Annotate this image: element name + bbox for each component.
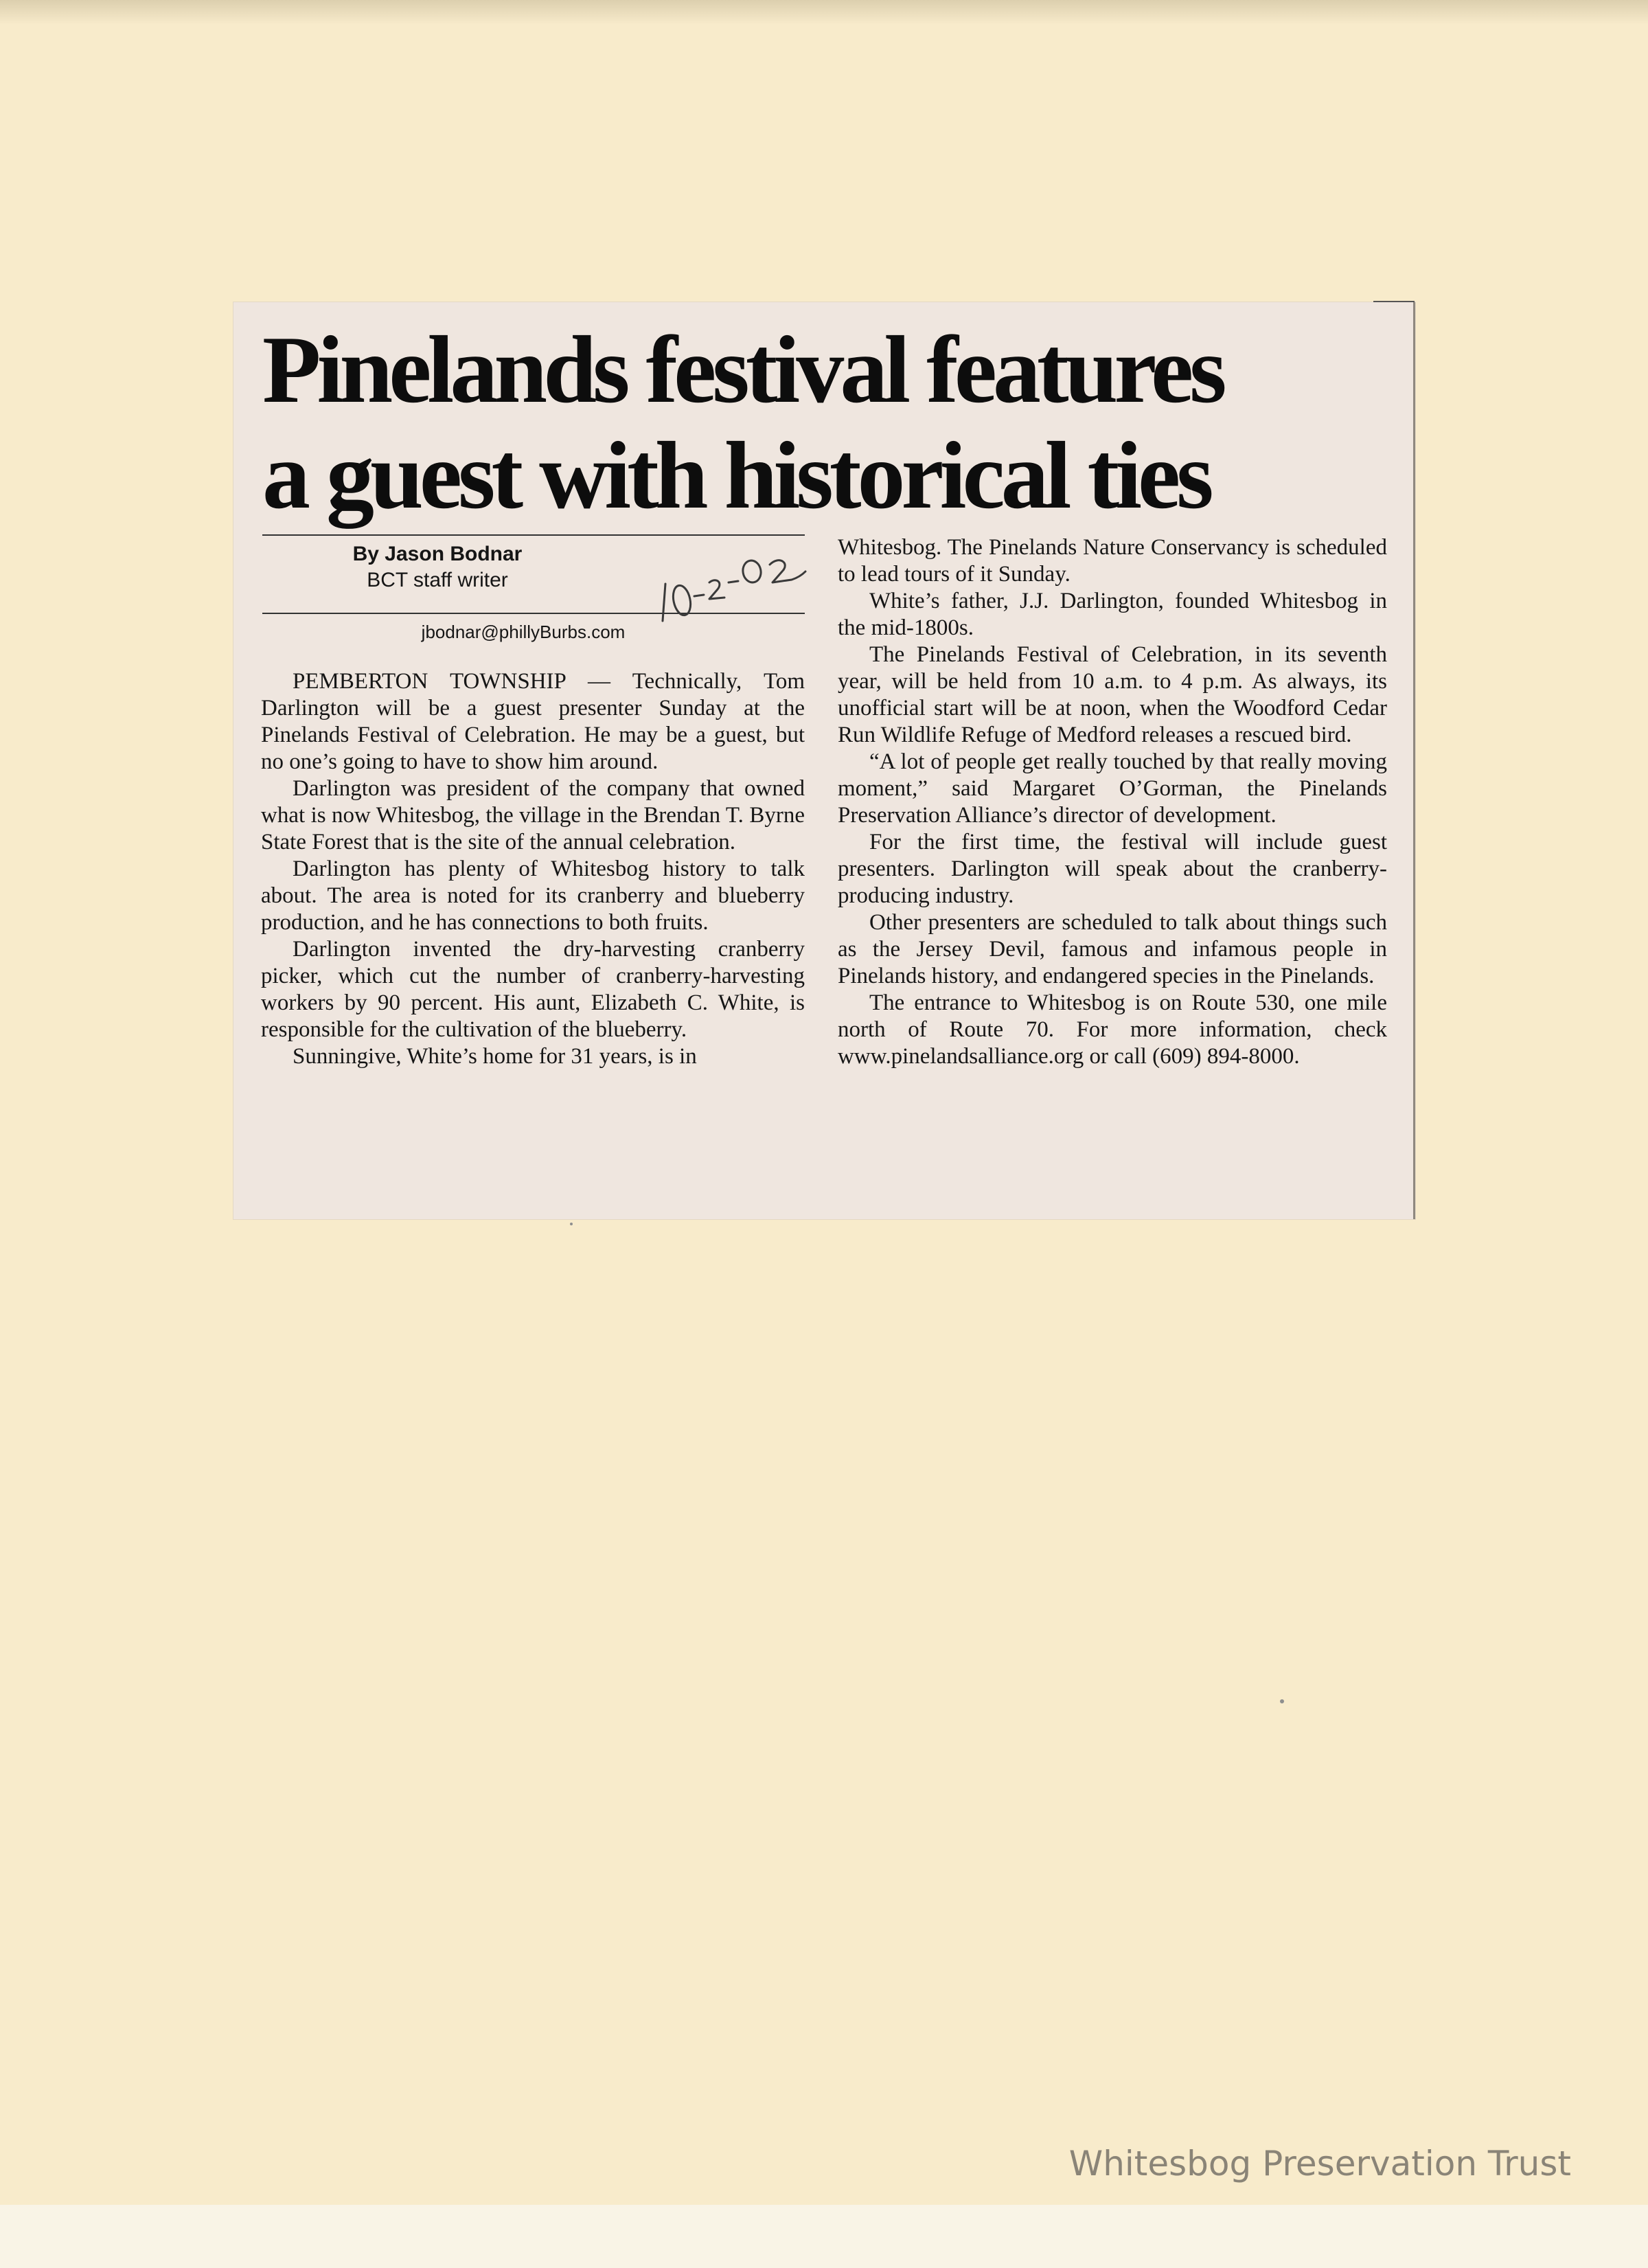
headline-line-1: Pinelands festival features	[262, 317, 1223, 423]
scan-top-shadow	[0, 0, 1648, 25]
article-paragraph: Darlington invented the dry-harvesting cranberry picker, which cut the number of cranberry-harvesting workers by 90 percent. His aunt, Elizabeth C. White, is responsible for the cultivation of the blueberry.	[261, 937, 805, 1042]
article-paragraph: The Pinelands Festival of Celebration, in its seventh year, will be held from 10 a.m. to 4 p.m. As always, its unofficial start will be at noon, when the Woodford Cedar Run Wildlife Refuge of Medford releases a rescued bird.	[838, 642, 1387, 747]
byline-email: jbodnar@phillyBurbs.com	[421, 622, 626, 642]
scan-bottom-edge	[0, 2205, 1648, 2268]
headline-line-2: a guest with historical ties	[262, 422, 1210, 529]
article-paragraph: Darlington has plenty of Whitesbog history to talk about. The area is noted for its cranberry and blueberry production, and he has connections to both fruits.	[261, 857, 805, 935]
article-right-column	[838, 534, 1387, 1070]
byline-author: By Jason Bodnar	[352, 543, 523, 565]
handwritten-date-annotation	[649, 544, 827, 626]
byline	[262, 541, 613, 593]
archive-watermark: Whitesbog Preservation Trust	[1068, 2144, 1571, 2184]
article-paragraph: PEMBERTON TOWNSHIP — Technically, Tom Darlington will be a guest presenter Sunday at the Pinelands Festival of Celebration. He may be a guest, but no one’s going to have to show him around.	[261, 669, 805, 774]
article-paragraph: Sunningive, White’s home for 31 years, is in	[293, 1044, 697, 1069]
article-paragraph: “A lot of people get really touched by that really moving moment,” said Margaret O’Gorman, the Pinelands Preservation Alliance’s director of development.	[838, 749, 1387, 828]
article-paragraph: Whitesbog. The Pinelands Nature Conservancy is scheduled to lead tours of it Sunday.	[838, 535, 1387, 587]
newspaper-clipping	[233, 302, 1415, 1219]
article-headline	[262, 317, 1388, 529]
article-paragraph: Other presenters are scheduled to talk about things such as the Jersey Devil, famous and infamous people in Pinelands history, and endangered species in the Pinelands.	[838, 910, 1387, 988]
article-paragraph: The entrance to Whitesbog is on Route 530, one mile north of Route 70. For more information, check www.pinelandsalliance.org or call (609) 894-8000.	[838, 990, 1387, 1069]
dust-speck	[570, 1223, 573, 1225]
clipping-top-rule	[1373, 301, 1415, 302]
article-paragraph: For the first time, the festival will include guest presenters. Darlington will speak about the cranberry-producing industry.	[838, 830, 1387, 908]
byline-role: BCT staff writer	[367, 569, 508, 591]
article-paragraph: White’s father, J.J. Darlington, founded Whitesbog in the mid-1800s.	[838, 589, 1387, 640]
article-paragraph: Darlington was president of the company that owned what is now Whitesbog, the village in the Brendan T. Byrne State Forest that is the site of the annual celebration.	[261, 776, 805, 854]
byline-top-rule	[262, 534, 805, 536]
article-left-column	[261, 668, 805, 1070]
dust-speck	[1280, 1699, 1284, 1703]
